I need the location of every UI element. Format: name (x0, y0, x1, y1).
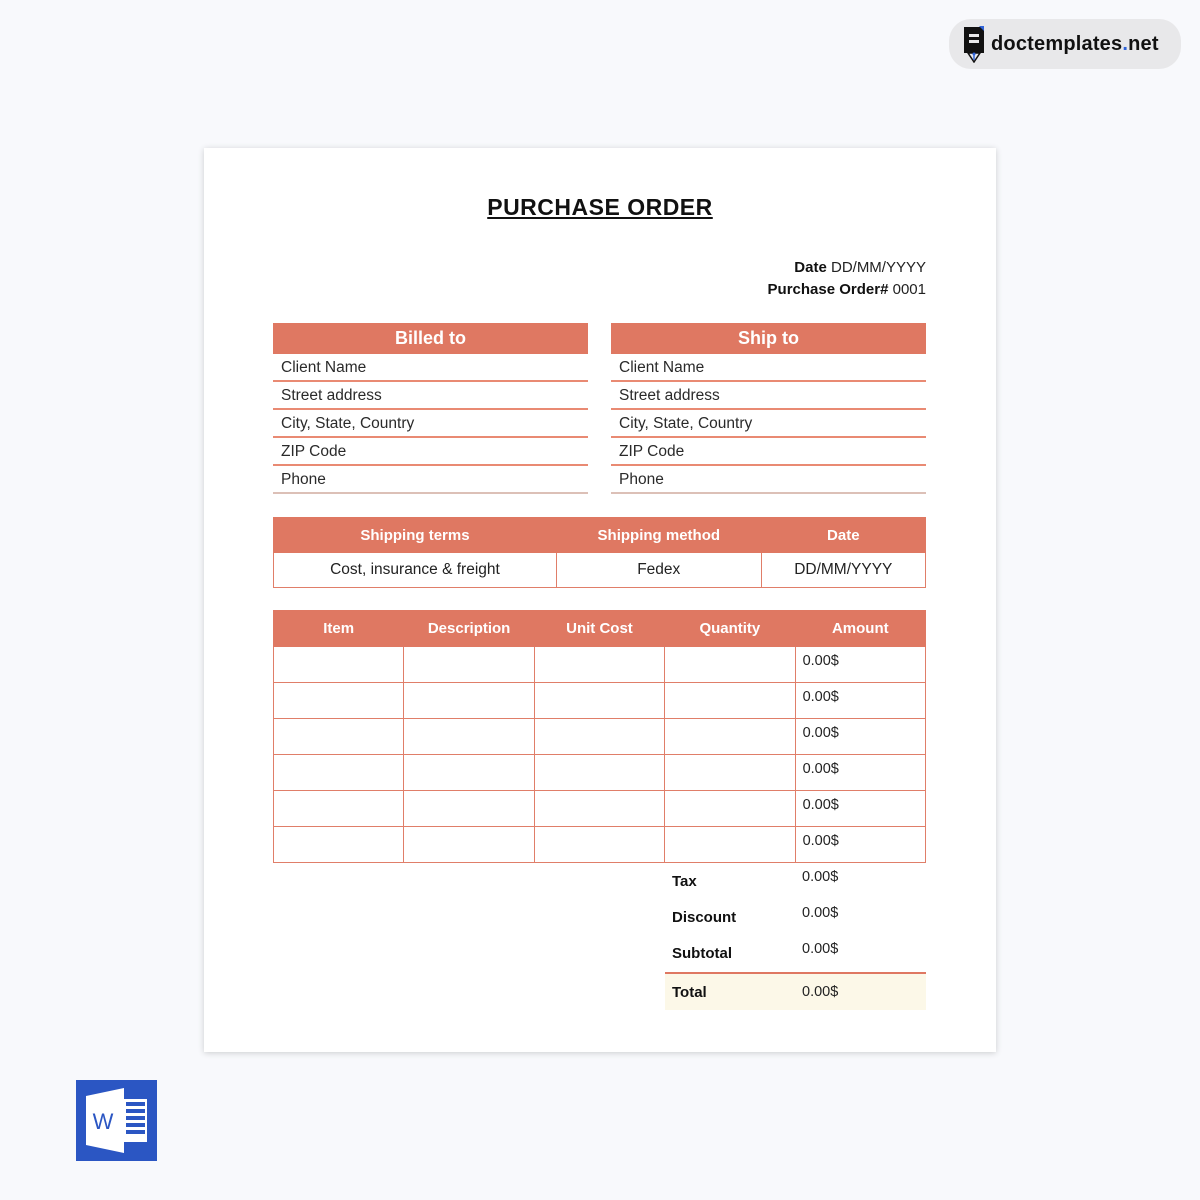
billed-client-name[interactable]: Client Name (273, 354, 588, 382)
subtotal-label: Subtotal (672, 945, 732, 962)
quantity-cell[interactable] (665, 719, 795, 755)
date-label: Date (794, 259, 827, 276)
billed-city-state-country[interactable]: City, State, Country (273, 410, 588, 438)
subtotal-value[interactable]: 0.00$ (802, 941, 839, 957)
svg-text:W: W (92, 1109, 114, 1134)
unit-cost-cell[interactable] (534, 683, 664, 719)
doc-pen-logo-icon (963, 25, 987, 63)
shipping-date-cell[interactable]: DD/MM/YYYY (761, 553, 925, 588)
amount-cell[interactable]: 0.00$ (795, 827, 925, 863)
ship-city-state-country[interactable]: City, State, Country (611, 410, 926, 438)
item-cell[interactable] (274, 647, 404, 683)
table-row (274, 683, 926, 719)
total-row (665, 972, 926, 1010)
po-number (768, 281, 926, 298)
tax-row (665, 864, 926, 900)
order-date (794, 259, 926, 276)
shipping-table (273, 517, 926, 588)
quantity-cell[interactable] (665, 647, 795, 683)
quantity-header: Quantity (665, 611, 795, 647)
amount-cell[interactable]: 0.00$ (795, 755, 925, 791)
shipping-method-cell[interactable]: Fedex (556, 553, 761, 588)
amount-cell[interactable]: 0.00$ (795, 791, 925, 827)
billed-phone[interactable]: Phone (273, 466, 588, 494)
billed-to-block (273, 323, 588, 494)
description-cell[interactable] (404, 719, 534, 755)
shipping-terms-cell[interactable]: Cost, insurance & freight (274, 553, 557, 588)
billed-street-address[interactable]: Street address (273, 382, 588, 410)
unit-cost-cell[interactable] (534, 827, 664, 863)
table-row (274, 647, 926, 683)
unit-cost-cell[interactable] (534, 719, 664, 755)
po-label: Purchase Order# (767, 281, 889, 298)
billed-zip-code[interactable]: ZIP Code (273, 438, 588, 466)
unit-cost-cell[interactable] (534, 755, 664, 791)
quantity-cell[interactable] (665, 683, 795, 719)
description-cell[interactable] (404, 755, 534, 791)
table-row (274, 719, 926, 755)
amount-cell[interactable]: 0.00$ (795, 647, 925, 683)
microsoft-word-icon[interactable] (76, 1080, 157, 1161)
tax-label: Tax (672, 873, 697, 890)
ship-phone[interactable]: Phone (611, 466, 926, 494)
quantity-cell[interactable] (665, 791, 795, 827)
page-title: PURCHASE ORDER (487, 194, 713, 220)
description-cell[interactable] (404, 791, 534, 827)
description-header: Description (404, 611, 534, 647)
ship-zip-code[interactable]: ZIP Code (611, 438, 926, 466)
ship-street-address[interactable]: Street address (611, 382, 926, 410)
shipping-terms-header: Shipping terms (274, 518, 557, 553)
item-header: Item (274, 611, 404, 647)
totals-block (665, 864, 926, 1010)
unit-cost-cell[interactable] (534, 791, 664, 827)
description-cell[interactable] (404, 827, 534, 863)
brand-name: doctemplates.net (991, 32, 1159, 55)
ship-to-block (611, 323, 926, 494)
item-cell[interactable] (274, 683, 404, 719)
discount-value[interactable]: 0.00$ (802, 905, 839, 921)
item-cell[interactable] (274, 755, 404, 791)
po-value: 0001 (892, 281, 926, 298)
shipping-method-header: Shipping method (556, 518, 761, 553)
total-value[interactable]: 0.00$ (802, 984, 839, 1000)
total-label: Total (672, 983, 707, 1001)
quantity-cell[interactable] (665, 827, 795, 863)
item-cell[interactable] (274, 791, 404, 827)
discount-label: Discount (672, 909, 737, 926)
discount-row (665, 900, 926, 936)
billed-to-heading: Billed to (273, 323, 588, 354)
amount-cell[interactable]: 0.00$ (795, 683, 925, 719)
tax-value[interactable]: 0.00$ (802, 869, 839, 885)
doctemplates-brand-badge[interactable] (949, 19, 1181, 69)
date-value: DD/MM/YYYY (830, 259, 926, 276)
unit-cost-header: Unit Cost (534, 611, 664, 647)
description-cell[interactable] (404, 647, 534, 683)
ship-to-heading: Ship to (611, 323, 926, 354)
table-row (274, 755, 926, 791)
amount-cell[interactable]: 0.00$ (795, 719, 925, 755)
shipping-date-header: Date (761, 518, 925, 553)
unit-cost-cell[interactable] (534, 647, 664, 683)
items-table (273, 610, 926, 863)
amount-header: Amount (795, 611, 925, 647)
quantity-cell[interactable] (665, 755, 795, 791)
subtotal-row (665, 936, 926, 972)
item-cell[interactable] (274, 827, 404, 863)
table-row (274, 791, 926, 827)
table-row (274, 827, 926, 863)
item-cell[interactable] (274, 719, 404, 755)
ship-client-name[interactable]: Client Name (611, 354, 926, 382)
description-cell[interactable] (404, 683, 534, 719)
